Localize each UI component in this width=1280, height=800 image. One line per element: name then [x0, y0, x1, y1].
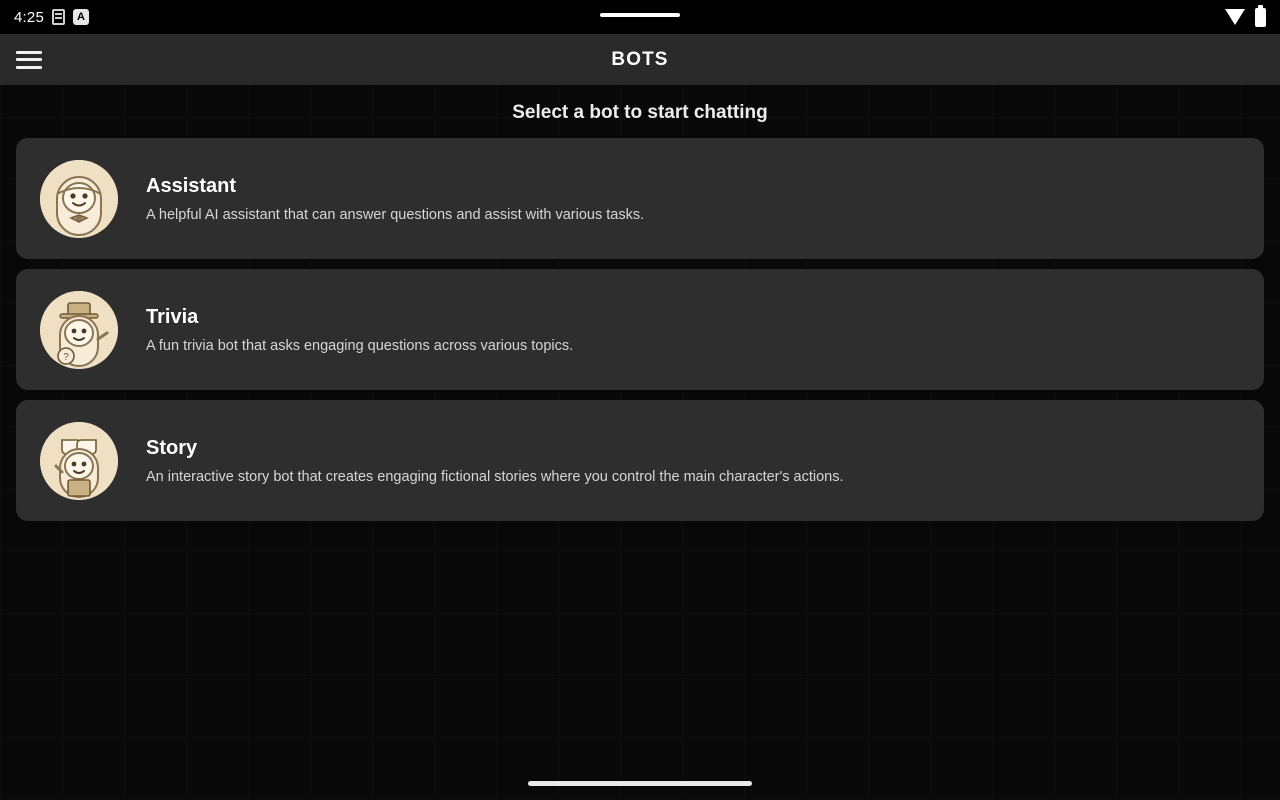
system-navigation-bar — [0, 766, 1280, 800]
bot-card-assistant[interactable] — [16, 138, 1264, 259]
bot-list-screen — [0, 85, 1280, 800]
screen-subtitle: Select a bot to start chatting — [512, 102, 768, 123]
bot-name: Trivia — [146, 305, 199, 328]
android-auto-icon: A — [73, 9, 89, 25]
status-bar — [0, 0, 1280, 34]
svg-text:?: ? — [63, 351, 69, 363]
status-bar-right — [1225, 8, 1266, 27]
bot-name: Story — [146, 436, 198, 459]
page-title: BOTS — [611, 48, 669, 70]
hamburger-menu-icon[interactable] — [16, 51, 42, 69]
bot-card-story[interactable] — [16, 400, 1264, 521]
home-gesture-pill[interactable] — [528, 781, 752, 786]
app-bar — [0, 34, 1280, 85]
robot-hat-question-avatar — [40, 291, 118, 369]
bot-info — [146, 306, 573, 354]
bot-name: Assistant — [146, 174, 237, 197]
status-bar-left — [14, 9, 89, 26]
robot-book-avatar — [40, 422, 118, 500]
bot-info — [146, 437, 844, 485]
battery-icon — [1255, 8, 1266, 27]
camera-notch — [600, 13, 680, 17]
robot-bowtie-avatar — [40, 160, 118, 238]
bot-card-trivia[interactable] — [16, 269, 1264, 390]
bot-description: An interactive story bot that creates engaging fictional stories where you control the main character's actions. — [146, 468, 844, 485]
notes-icon — [52, 9, 65, 25]
bot-description: A helpful AI assistant that can answer questions and assist with various tasks. — [146, 206, 645, 223]
status-time: 4:25 — [14, 8, 44, 26]
bot-description: A fun trivia bot that asks engaging questions across various topics. — [146, 337, 574, 354]
bot-info — [146, 175, 644, 223]
wifi-icon — [1225, 9, 1245, 25]
